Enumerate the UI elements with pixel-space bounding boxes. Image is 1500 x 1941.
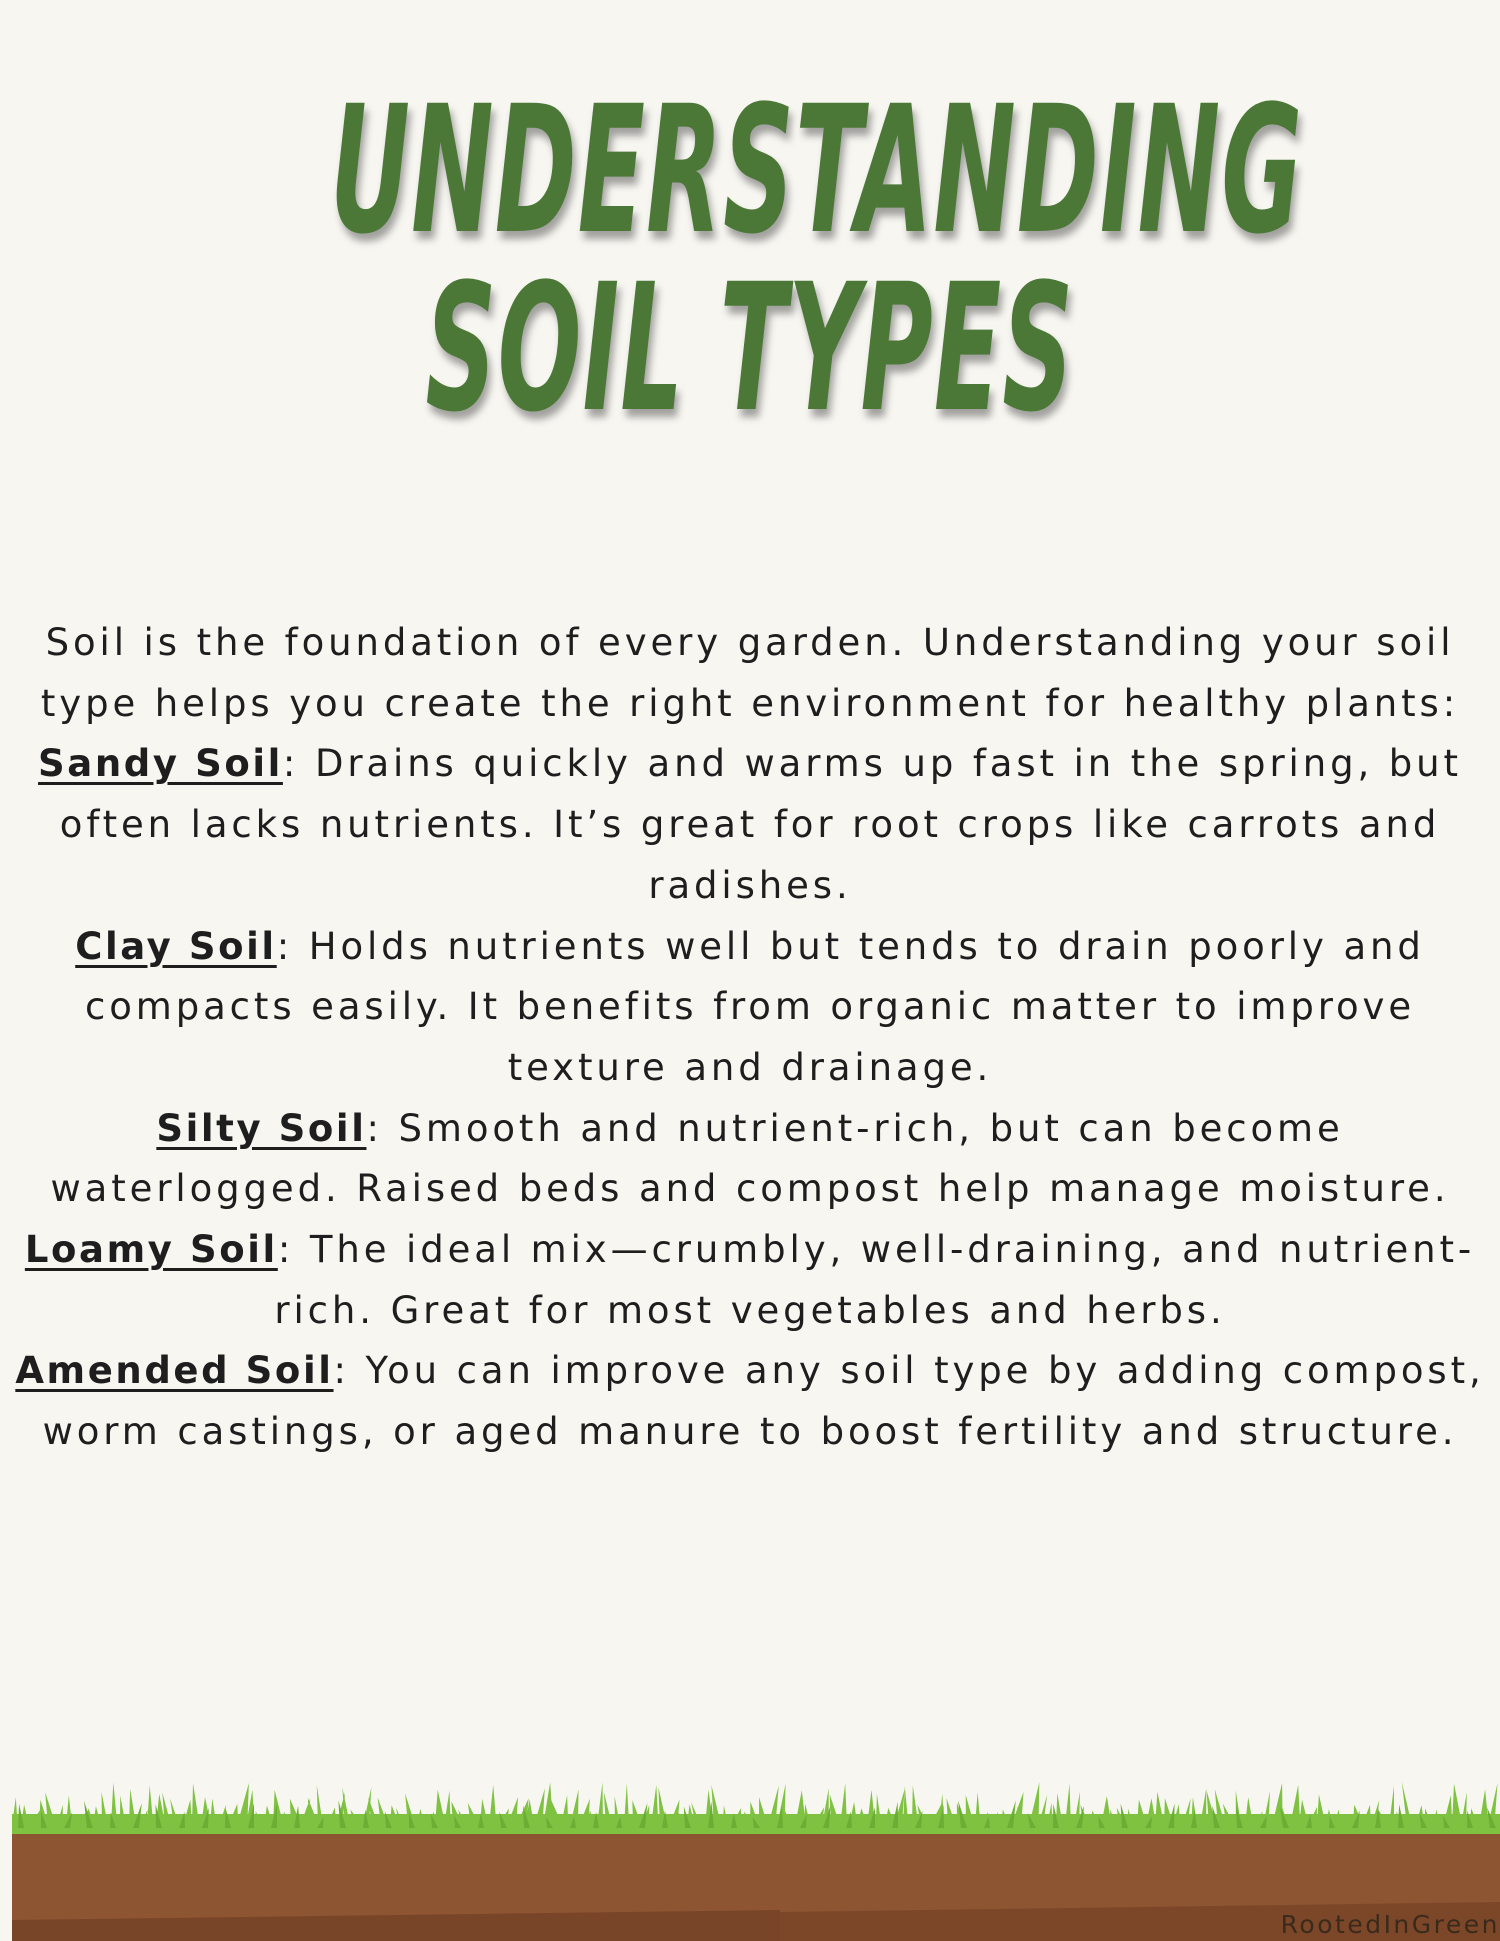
soil-type-term: Sandy Soil [38,742,283,786]
article-body [10,613,1490,1463]
intro-paragraph: Soil is the foundation of every garden. Understanding your soil type helps you create the right environment for healthy plants: [40,621,1460,725]
page-title-line-2: SOIL TYPES [425,246,1075,451]
soil-type-item-silty [10,1099,1490,1220]
soil-type-item-sandy [10,734,1490,916]
soil-type-term: Clay Soil [75,924,277,968]
grass-and-soil-illustration [0,1770,1500,1941]
page-title [0,68,1500,451]
soil-type-item-loamy [10,1220,1490,1341]
grass-blade-shapes [12,1782,1500,1826]
soil-type-term: Silty Soil [156,1106,367,1150]
brand-watermark: RootedInGreen [1280,1910,1500,1939]
soil-type-item-amended [10,1341,1490,1462]
soil-type-description: : Holds nutrients well but tends to drain poorly and compacts easily. It benefits from organic matter to improve texture and drainage. [84,924,1425,1089]
soil-type-description: : Smooth and nutrient-rich, but can become waterlogged. Raised beds and compost help manage moisture. [50,1106,1450,1211]
soil-type-term: Loamy Soil [24,1228,278,1272]
page-title-line-1: UNDERSTANDING [330,68,1304,273]
soil-type-description: : You can improve any soil type by adding compost, worm castings, or aged manure to boost fertility and structure. [42,1349,1485,1454]
soil-type-description: : Drains quickly and warms up fast in the spring, but often lacks nutrients. It’s great for root crops like carrots and radishes. [59,742,1462,907]
grass-blades [12,1782,1500,1834]
soil-type-description: : The ideal mix—crumbly, well-draining, and nutrient-rich. Great for most vegetables and herbs. [274,1228,1476,1332]
soil-type-term: Amended Soil [15,1349,334,1393]
soil-type-item-clay [10,917,1490,1099]
